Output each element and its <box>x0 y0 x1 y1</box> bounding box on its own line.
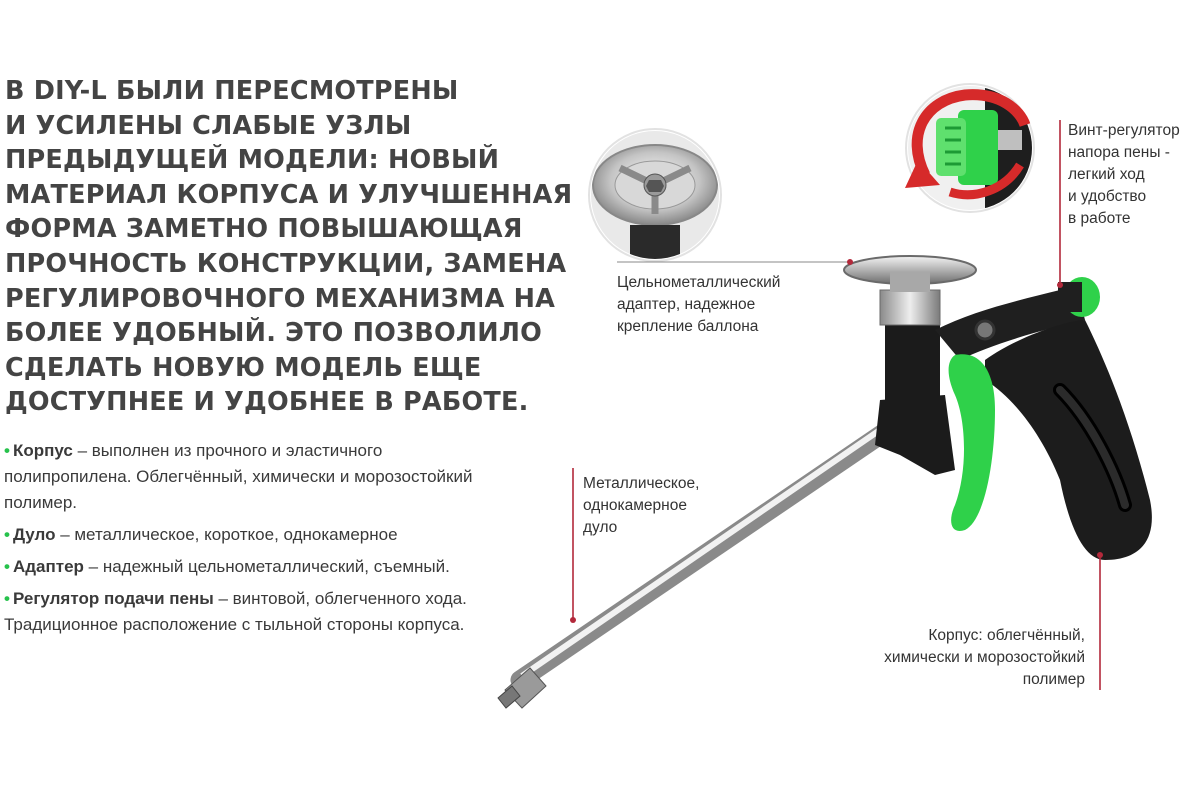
callout-line: Винт-регулятор <box>1068 122 1180 139</box>
headline-line: ФОРМА ЗАМЕТНО ПОВЫШАЮЩАЯ <box>5 214 523 245</box>
feature-text: – винтовой, облегченного хода. Традиционное расположение с тыльной стороны корпуса. <box>4 589 467 634</box>
callout-screw <box>1068 120 1180 230</box>
headline-line: ПРЕДЫДУЩЕЙ МОДЕЛИ: НОВЫЙ <box>5 145 500 176</box>
callout-line: легкий ход <box>1068 166 1145 183</box>
feature-item-barrel <box>4 522 474 548</box>
headline-line: РЕГУЛИРОВОЧНОГО МЕХАНИЗМА НА <box>5 283 556 314</box>
regulator-closeup-image <box>900 80 1045 220</box>
feature-list <box>4 438 474 644</box>
callout-line: Корпус: облегчённый, <box>928 627 1085 644</box>
headline-line: В DIY-L БЫЛИ ПЕРЕСМОТРЕНЫ <box>5 76 459 106</box>
headline-line: И УСИЛЕНЫ СЛАБЫЕ УЗЛЫ <box>5 110 412 141</box>
callout-line: Цельнометаллический <box>617 274 781 291</box>
headline <box>5 74 580 420</box>
callout-body <box>884 625 1085 691</box>
callout-line: химически и морозостойкий <box>884 649 1085 666</box>
callout-line: Металлическое, <box>583 475 700 492</box>
feature-item-regulator <box>4 586 474 638</box>
callout-line: полимер <box>1022 671 1085 688</box>
headline-line: СДЕЛАТЬ НОВУЮ МОДЕЛЬ ЕЩЕ <box>5 352 482 383</box>
callout-line: дуло <box>583 519 618 536</box>
feature-item-body <box>4 438 474 516</box>
feature-text: – металлическое, короткое, однокамерное <box>55 525 398 544</box>
callout-adapter <box>617 272 780 338</box>
bullet-icon: • <box>4 525 10 544</box>
feature-text: – выполнен из прочного и эластичного полипропилена. Облегчённый, химически и морозостойкий полимер. <box>4 441 473 512</box>
headline-line: ДОСТУПНЕЕ И УДОБНЕЕ В РАБОТЕ. <box>5 387 529 418</box>
headline-line: ПРОЧНОСТЬ КОНСТРУКЦИИ, ЗАМЕНА <box>5 248 567 279</box>
feature-item-adapter <box>4 554 474 580</box>
bullet-icon: • <box>4 557 10 576</box>
adapter-closeup-image <box>585 125 725 265</box>
feature-term: Корпус <box>12 441 73 460</box>
callout-line: напора пены - <box>1068 144 1170 161</box>
callout-line: адаптер, надежное <box>617 296 756 313</box>
headline-line: БОЛЕЕ УДОБНЫЙ. ЭТО ПОЗВОЛИЛО <box>5 318 543 349</box>
feature-term: Адаптер <box>12 557 84 576</box>
callout-line: крепление баллона <box>617 318 759 335</box>
callout-line: и удобство <box>1068 188 1147 205</box>
callout-line: в работе <box>1068 210 1131 227</box>
feature-term: Регулятор подачи пены <box>12 589 214 608</box>
feature-text: – надежный цельнометаллический, съемный. <box>83 557 450 576</box>
bullet-icon: • <box>4 441 10 460</box>
callout-line: однокамерное <box>583 497 687 514</box>
callout-barrel <box>583 473 699 539</box>
bullet-icon: • <box>4 589 10 608</box>
feature-term: Дуло <box>12 525 56 544</box>
headline-line: МАТЕРИАЛ КОРПУСА И УЛУЧШЕННАЯ <box>5 179 573 210</box>
